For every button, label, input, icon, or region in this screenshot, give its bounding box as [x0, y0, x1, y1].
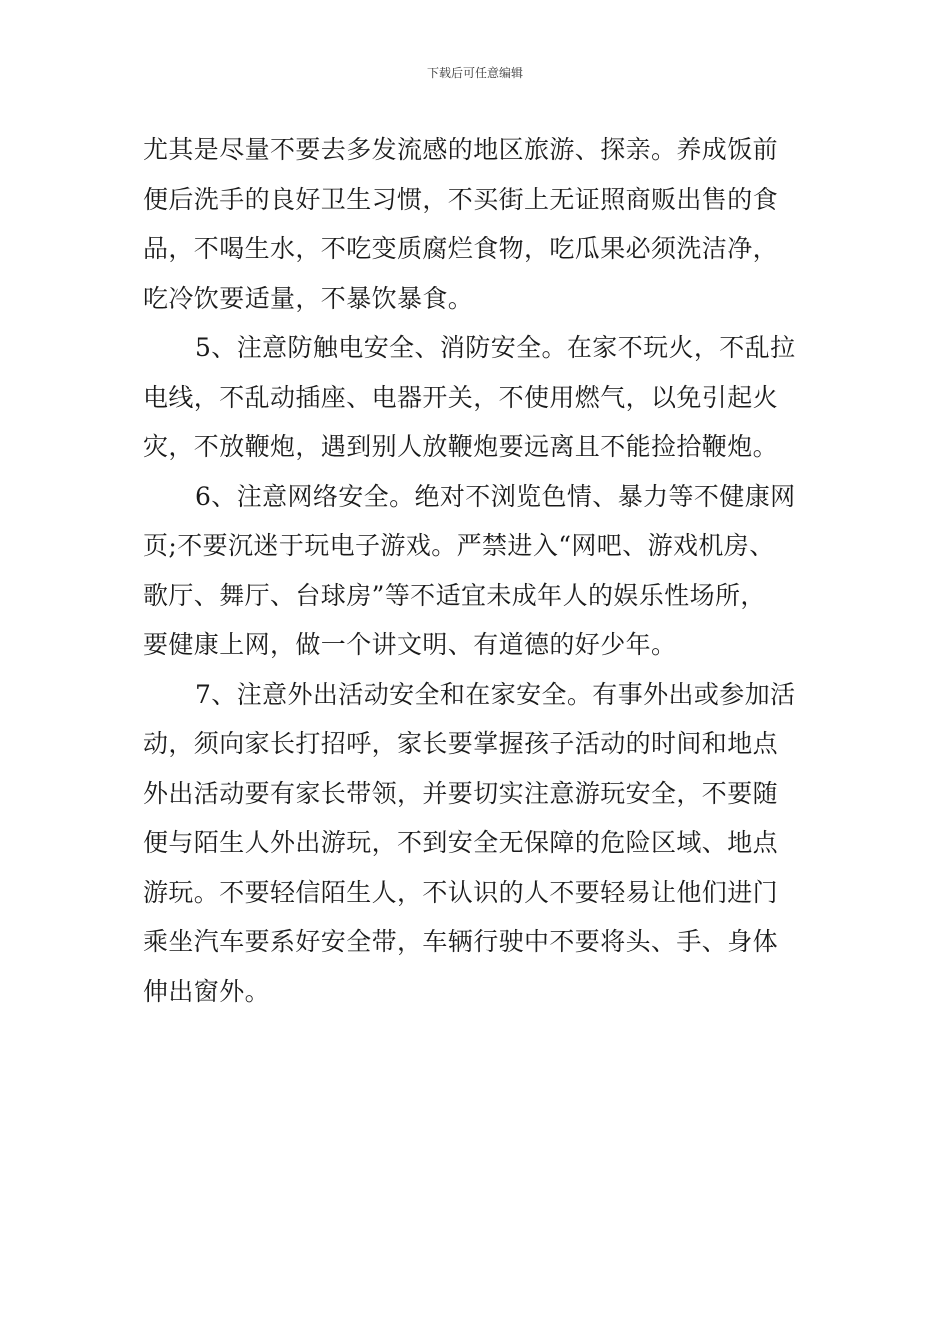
text-line: 尤其是尽量不要去多发流感的地区旅游、探亲。养成饭前	[143, 135, 779, 164]
text-line: 伸出窗外。	[143, 976, 271, 1006]
text-line: 便后洗手的良好卫生习惯，不买街上无证照商贩出售的食	[143, 184, 779, 214]
page-header-note: 下载后可任意编辑	[426, 66, 523, 80]
text-line: 便与陌生人外出游玩，不到安全无保障的危险区域、地点	[143, 828, 779, 857]
paragraph-outing-home-safety	[143, 670, 807, 1017]
text-line: 5、注意防触电安全、消防安全。在家不玩火，不乱拉	[195, 333, 796, 362]
text-line: 吃冷饮要适量，不暴饮暴食。	[143, 283, 474, 313]
text-line: 7、注意外出活动安全和在家安全。有事外出或参加活	[195, 679, 796, 709]
paragraph-internet-safety	[143, 472, 807, 670]
text-line: 要健康上网，做一个讲文明、有道德的好少年。	[143, 630, 677, 659]
paragraph-electric-fire-safety	[143, 323, 807, 472]
text-line: 6、注意网络安全。绝对不浏览色情、暴力等不健康网	[195, 481, 796, 511]
text-line: 游玩。不要轻信陌生人，不认识的人不要轻易让他们进门	[143, 877, 779, 907]
text-line: 动，须向家长打招呼，家长要掌握孩子活动的时间和地点	[143, 729, 779, 758]
text-line: 电线，不乱动插座、电器开关，不使用燃气，以免引起火	[143, 382, 779, 412]
text-line: 灾，不放鞭炮，遇到别人放鞭炮要远离且不能捡拾鞭炮。	[143, 432, 779, 461]
text-line: 乘坐汽车要系好安全带，车辆行驶中不要将头、手、身体	[143, 927, 779, 956]
text-line: 外出活动要有家长带领，并要切实注意游玩安全，不要随	[143, 778, 779, 808]
paragraph-hygiene	[143, 125, 807, 323]
document-body	[143, 125, 807, 1016]
text-line: 品，不喝生水，不吃变质腐烂食物，吃瓜果必须洗洁净，	[143, 234, 779, 263]
text-line: 页;不要沉迷于玩电子游戏。严禁进入“网吧、游戏机房、	[143, 531, 775, 560]
text-line: 歌厅、舞厅、台球房”等不适宜未成年人的娱乐性场所，	[143, 580, 766, 610]
